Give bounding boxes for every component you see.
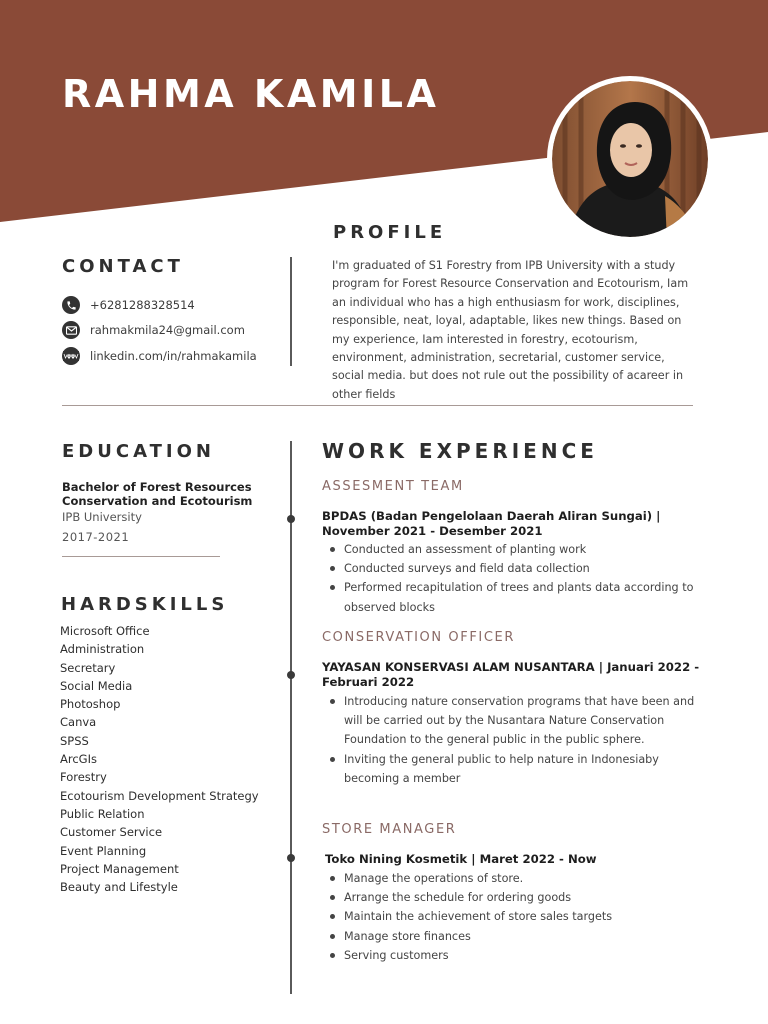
job-company: Toko Nining Kosmetik | Maret 2022 - Now [325, 852, 597, 866]
job-company: YAYASAN KONSERVASI ALAM NUSANTARA | Januari 2022 - Februari 2022 [322, 660, 700, 689]
skill-item: Photoshop [60, 697, 121, 712]
contact-linkedin-text: linkedin.com/in/rahmakamila [90, 349, 257, 363]
skill-item: Forestry [60, 770, 107, 785]
contact-phone[interactable] [62, 296, 195, 314]
job-bullet: Inviting the general public to help nature in Indonesiaby becoming a member [328, 750, 703, 788]
job-title: CONSERVATION OFFICER [322, 630, 515, 645]
skill-item: Ecotourism Development Strategy [60, 788, 259, 803]
job-bullet: Manage the operations of store. [328, 869, 703, 888]
hardskills-heading: HARDSKILLS [61, 594, 229, 615]
education-degree: Bachelor of Forest Resources Conservation and Ecotourism [62, 480, 253, 508]
contact-profile-divider [290, 257, 292, 366]
skill-item: Administration [60, 642, 145, 657]
job-bullet: Conducted surveys and field data collection [328, 559, 703, 578]
job-bullets [328, 869, 703, 965]
skill-item: Canva [60, 715, 97, 730]
skill-item: Public Relation [60, 806, 145, 821]
profile-photo [547, 76, 713, 242]
timeline-dot [287, 671, 295, 679]
job-bullet: Introducing nature conservation programs that have been and will be carried out by the Nusantara Nature Conservation Foundation to the general public in the public sphere. [328, 692, 703, 750]
timeline-dot [287, 854, 295, 862]
skill-item: SPSS [60, 733, 89, 748]
job-bullet: Manage store finances [328, 927, 703, 946]
contact-linkedin[interactable] [62, 347, 257, 365]
education-years: 2017-2021 [62, 530, 130, 544]
contact-email[interactable] [62, 321, 245, 339]
job-bullet: Performed recapitulation of trees and plants data according to observed blocks [328, 578, 703, 616]
job-bullets [328, 540, 703, 617]
www-icon [62, 347, 80, 365]
skill-item: Customer Service [60, 825, 163, 840]
education-separator [62, 556, 220, 557]
timeline-line [290, 441, 292, 994]
job-bullet: Maintain the achievement of store sales targets [328, 907, 703, 926]
resume-name: RAHMA KAMILA [62, 72, 440, 116]
skill-item: Event Planning [60, 843, 147, 858]
skill-item: Secretary [60, 660, 116, 675]
skill-item: Beauty and Lifestyle [60, 880, 178, 895]
skill-item: Social Media [60, 678, 133, 693]
job-bullets [328, 692, 703, 788]
timeline-dot [287, 515, 295, 523]
education-heading: EDUCATION [62, 441, 215, 462]
profile-heading: PROFILE [333, 222, 447, 243]
skill-item: ArcGIs [60, 752, 97, 767]
contact-phone-text: +6281288328514 [90, 298, 195, 312]
work-experience-heading: WORK EXPERIENCE [322, 439, 598, 463]
contact-heading: CONTACT [62, 256, 184, 277]
contact-email-text: rahmakmila24@gmail.com [90, 323, 245, 337]
job-bullet: Arrange the schedule for ordering goods [328, 888, 703, 907]
job-company: BPDAS (Badan Pengelolaan Daerah Aliran Sungai) | November 2021 - Desember 2021 [322, 509, 661, 538]
section-separator [62, 405, 693, 406]
education-school: IPB University [62, 510, 142, 524]
skill-item: Microsoft Office [60, 624, 150, 638]
job-bullet: Conducted an assessment of planting work [328, 540, 703, 559]
skill-item: Project Management [60, 861, 179, 876]
job-title: ASSESMENT TEAM [322, 479, 464, 494]
job-title: STORE MANAGER [322, 822, 457, 837]
job-bullet: Serving customers [328, 946, 703, 965]
profile-text: I'm graduated of S1 Forestry from IPB University with a study program for Forest Resource Conservation and Ecotourism, Iam an individual who has a high enthusiasm for work, disciplines, responsible, neat, loyal, adaptable, likes new things. Based on my experience, Iam interested in forestry, ecotourism, environment, administration, secretarial, customer service, social media. but does not rule out the possibility of acareer in other fields [332, 259, 689, 401]
email-icon [62, 321, 80, 339]
phone-icon [62, 296, 80, 314]
hardskills-list [60, 622, 259, 896]
